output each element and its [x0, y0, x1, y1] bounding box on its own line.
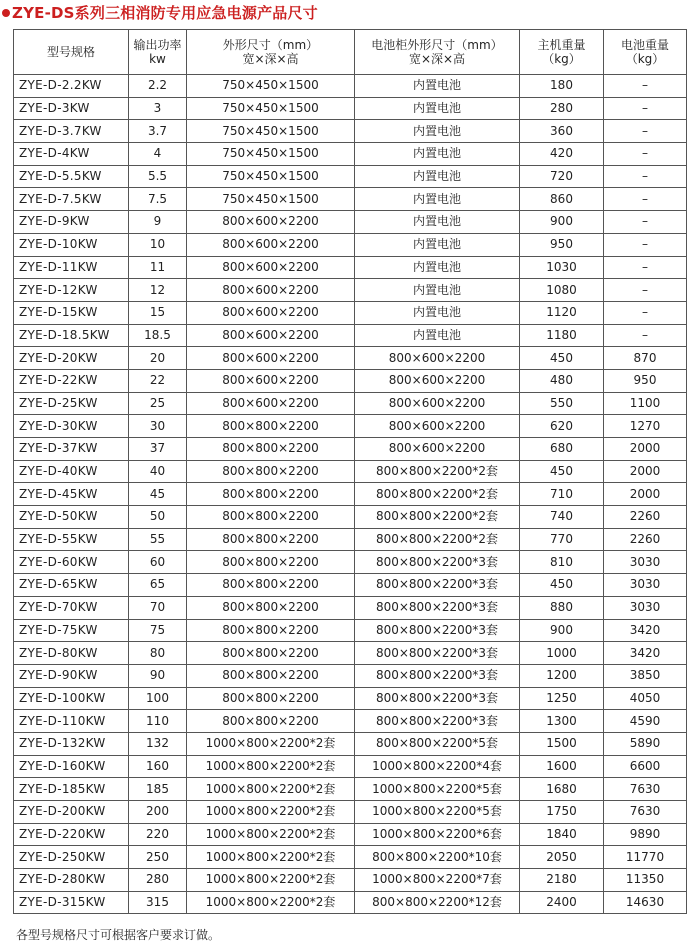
cell-battery-cabinet: 内置电池	[355, 256, 520, 279]
cell-battery-cabinet: 内置电池	[355, 324, 520, 347]
cell-host-weight: 420	[520, 143, 604, 166]
table-row	[14, 143, 687, 166]
cell-power: 3	[129, 97, 187, 120]
cell-battery-cabinet: 1000×800×2200*5套	[355, 778, 520, 801]
cell-host-weight: 1120	[520, 301, 604, 324]
cell-power: 22	[129, 369, 187, 392]
table-row	[14, 823, 687, 846]
cell-power: 80	[129, 642, 187, 665]
cell-power: 280	[129, 869, 187, 892]
cell-dimensions: 800×600×2200	[187, 233, 355, 256]
cell-dimensions: 800×800×2200	[187, 551, 355, 574]
cell-power: 37	[129, 438, 187, 461]
cell-dimensions: 800×800×2200	[187, 687, 355, 710]
cell-battery-weight: –	[604, 165, 687, 188]
cell-battery-cabinet: 1000×800×2200*6套	[355, 823, 520, 846]
cell-battery-weight: 2000	[604, 460, 687, 483]
cell-battery-cabinet: 800×800×2200*10套	[355, 846, 520, 869]
cell-model: ZYE-D-100KW	[14, 687, 129, 710]
cell-dimensions: 800×600×2200	[187, 211, 355, 234]
cell-battery-weight: 870	[604, 347, 687, 370]
cell-host-weight: 1250	[520, 687, 604, 710]
cell-dimensions: 800×800×2200	[187, 528, 355, 551]
cell-dimensions: 800×800×2200	[187, 415, 355, 438]
cell-power: 11	[129, 256, 187, 279]
cell-model: ZYE-D-15KW	[14, 301, 129, 324]
cell-host-weight: 950	[520, 233, 604, 256]
table-row	[14, 392, 687, 415]
cell-dimensions: 800×800×2200	[187, 460, 355, 483]
cell-power: 10	[129, 233, 187, 256]
table-row	[14, 869, 687, 892]
table-row	[14, 801, 687, 824]
cell-model: ZYE-D-30KW	[14, 415, 129, 438]
cell-power: 65	[129, 574, 187, 597]
cell-dimensions: 800×800×2200	[187, 642, 355, 665]
cell-power: 3.7	[129, 120, 187, 143]
table-row	[14, 755, 687, 778]
table-row	[14, 438, 687, 461]
table-row	[14, 642, 687, 665]
cell-power: 200	[129, 801, 187, 824]
cell-battery-cabinet: 1000×800×2200*4套	[355, 755, 520, 778]
cell-battery-weight: 2000	[604, 483, 687, 506]
cell-battery-cabinet: 800×800×2200*3套	[355, 642, 520, 665]
bullet-dot-icon	[2, 9, 10, 17]
cell-battery-weight: 2260	[604, 528, 687, 551]
cell-model: ZYE-D-110KW	[14, 710, 129, 733]
cell-battery-cabinet: 内置电池	[355, 211, 520, 234]
cell-dimensions: 750×450×1500	[187, 188, 355, 211]
cell-battery-cabinet: 800×800×2200*3套	[355, 574, 520, 597]
cell-battery-cabinet: 800×800×2200*3套	[355, 551, 520, 574]
cell-model: ZYE-D-5.5KW	[14, 165, 129, 188]
cell-dimensions: 800×600×2200	[187, 392, 355, 415]
cell-power: 2.2	[129, 75, 187, 98]
cell-dimensions: 1000×800×2200*2套	[187, 869, 355, 892]
cell-host-weight: 860	[520, 188, 604, 211]
page-title-text: ZYE-DS系列三相消防专用应急电源产品尺寸	[12, 4, 318, 22]
cell-power: 315	[129, 891, 187, 914]
table-row	[14, 233, 687, 256]
cell-dimensions: 1000×800×2200*2套	[187, 732, 355, 755]
cell-battery-weight: –	[604, 188, 687, 211]
cell-battery-weight: 3030	[604, 596, 687, 619]
cell-dimensions: 800×600×2200	[187, 324, 355, 347]
cell-power: 5.5	[129, 165, 187, 188]
header-battery-weight: 电池重量 （kg）	[604, 30, 687, 75]
cell-dimensions: 800×800×2200	[187, 596, 355, 619]
cell-power: 20	[129, 347, 187, 370]
table-row	[14, 506, 687, 529]
cell-host-weight: 2180	[520, 869, 604, 892]
cell-dimensions: 800×800×2200	[187, 574, 355, 597]
cell-model: ZYE-D-220KW	[14, 823, 129, 846]
cell-model: ZYE-D-10KW	[14, 233, 129, 256]
cell-power: 40	[129, 460, 187, 483]
cell-host-weight: 550	[520, 392, 604, 415]
cell-power: 75	[129, 619, 187, 642]
cell-model: ZYE-D-80KW	[14, 642, 129, 665]
table-row	[14, 279, 687, 302]
cell-dimensions: 800×800×2200	[187, 483, 355, 506]
cell-model: ZYE-D-75KW	[14, 619, 129, 642]
cell-model: ZYE-D-50KW	[14, 506, 129, 529]
cell-battery-cabinet: 800×600×2200	[355, 415, 520, 438]
cell-battery-weight: 3850	[604, 664, 687, 687]
cell-power: 250	[129, 846, 187, 869]
cell-power: 7.5	[129, 188, 187, 211]
cell-battery-cabinet: 800×800×2200*2套	[355, 506, 520, 529]
cell-dimensions: 1000×800×2200*2套	[187, 846, 355, 869]
cell-battery-weight: 14630	[604, 891, 687, 914]
header-battery-cabinet-dimensions: 电池柜外形尺寸（mm） 宽×深×高	[355, 30, 520, 75]
cell-battery-cabinet: 800×600×2200	[355, 347, 520, 370]
cell-host-weight: 720	[520, 165, 604, 188]
cell-power: 185	[129, 778, 187, 801]
cell-dimensions: 1000×800×2200*2套	[187, 801, 355, 824]
cell-dimensions: 800×600×2200	[187, 256, 355, 279]
cell-battery-weight: 3030	[604, 551, 687, 574]
cell-battery-weight: –	[604, 75, 687, 98]
cell-model: ZYE-D-160KW	[14, 755, 129, 778]
table-row	[14, 415, 687, 438]
table-row	[14, 256, 687, 279]
cell-battery-weight: 3030	[604, 574, 687, 597]
cell-power: 50	[129, 506, 187, 529]
cell-battery-weight: 950	[604, 369, 687, 392]
cell-battery-cabinet: 800×800×2200*12套	[355, 891, 520, 914]
cell-model: ZYE-D-25KW	[14, 392, 129, 415]
cell-battery-cabinet: 800×600×2200	[355, 369, 520, 392]
table-row	[14, 574, 687, 597]
cell-battery-weight: –	[604, 301, 687, 324]
cell-battery-weight: 9890	[604, 823, 687, 846]
cell-model: ZYE-D-40KW	[14, 460, 129, 483]
cell-host-weight: 1750	[520, 801, 604, 824]
cell-dimensions: 800×600×2200	[187, 301, 355, 324]
cell-battery-cabinet: 800×800×2200*3套	[355, 710, 520, 733]
cell-host-weight: 480	[520, 369, 604, 392]
cell-power: 15	[129, 301, 187, 324]
cell-battery-weight: 2000	[604, 438, 687, 461]
cell-battery-cabinet: 800×800×2200*2套	[355, 483, 520, 506]
cell-power: 30	[129, 415, 187, 438]
cell-battery-weight: 4590	[604, 710, 687, 733]
cell-battery-cabinet: 内置电池	[355, 75, 520, 98]
cell-host-weight: 620	[520, 415, 604, 438]
cell-battery-cabinet: 1000×800×2200*7套	[355, 869, 520, 892]
cell-host-weight: 360	[520, 120, 604, 143]
cell-model: ZYE-D-3.7KW	[14, 120, 129, 143]
cell-host-weight: 710	[520, 483, 604, 506]
cell-battery-cabinet: 800×800×2200*3套	[355, 664, 520, 687]
table-row	[14, 664, 687, 687]
cell-model: ZYE-D-90KW	[14, 664, 129, 687]
header-dimensions: 外形尺寸（mm） 宽×深×高	[187, 30, 355, 75]
table-row	[14, 460, 687, 483]
table-row	[14, 120, 687, 143]
cell-battery-weight: 11770	[604, 846, 687, 869]
cell-model: ZYE-D-45KW	[14, 483, 129, 506]
cell-battery-cabinet: 800×600×2200	[355, 438, 520, 461]
cell-battery-cabinet: 1000×800×2200*5套	[355, 801, 520, 824]
cell-battery-weight: –	[604, 233, 687, 256]
cell-host-weight: 1600	[520, 755, 604, 778]
cell-battery-weight: 4050	[604, 687, 687, 710]
cell-dimensions: 1000×800×2200*2套	[187, 778, 355, 801]
cell-host-weight: 1000	[520, 642, 604, 665]
table-row	[14, 687, 687, 710]
cell-dimensions: 750×450×1500	[187, 165, 355, 188]
table-body	[14, 75, 687, 914]
cell-battery-weight: 11350	[604, 869, 687, 892]
cell-battery-weight: 1270	[604, 415, 687, 438]
cell-model: ZYE-D-315KW	[14, 891, 129, 914]
cell-dimensions: 800×600×2200	[187, 279, 355, 302]
cell-model: ZYE-D-185KW	[14, 778, 129, 801]
cell-battery-cabinet: 内置电池	[355, 279, 520, 302]
footnote: 各型号规格尺寸可根据客户要求订做。	[16, 928, 221, 942]
cell-battery-weight: –	[604, 143, 687, 166]
cell-power: 18.5	[129, 324, 187, 347]
cell-battery-weight: –	[604, 211, 687, 234]
cell-model: ZYE-D-55KW	[14, 528, 129, 551]
table-row	[14, 778, 687, 801]
table-row	[14, 324, 687, 347]
cell-model: ZYE-D-22KW	[14, 369, 129, 392]
cell-battery-weight: –	[604, 256, 687, 279]
cell-host-weight: 1080	[520, 279, 604, 302]
cell-battery-cabinet: 内置电池	[355, 188, 520, 211]
cell-power: 160	[129, 755, 187, 778]
cell-host-weight: 450	[520, 460, 604, 483]
cell-model: ZYE-D-20KW	[14, 347, 129, 370]
cell-model: ZYE-D-7.5KW	[14, 188, 129, 211]
table-row	[14, 710, 687, 733]
cell-model: ZYE-D-200KW	[14, 801, 129, 824]
cell-dimensions: 750×450×1500	[187, 75, 355, 98]
cell-battery-weight: 3420	[604, 642, 687, 665]
cell-host-weight: 1680	[520, 778, 604, 801]
cell-battery-cabinet: 800×800×2200*2套	[355, 528, 520, 551]
cell-host-weight: 680	[520, 438, 604, 461]
cell-power: 9	[129, 211, 187, 234]
cell-battery-cabinet: 800×800×2200*3套	[355, 596, 520, 619]
cell-battery-cabinet: 内置电池	[355, 120, 520, 143]
cell-battery-cabinet: 800×800×2200*5套	[355, 732, 520, 755]
cell-model: ZYE-D-37KW	[14, 438, 129, 461]
cell-dimensions: 1000×800×2200*2套	[187, 891, 355, 914]
table-row	[14, 369, 687, 392]
cell-power: 60	[129, 551, 187, 574]
table-row	[14, 551, 687, 574]
header-model: 型号规格	[14, 30, 129, 75]
cell-power: 220	[129, 823, 187, 846]
cell-battery-cabinet: 800×800×2200*2套	[355, 460, 520, 483]
cell-host-weight: 2050	[520, 846, 604, 869]
cell-model: ZYE-D-3KW	[14, 97, 129, 120]
cell-host-weight: 1180	[520, 324, 604, 347]
table-row	[14, 891, 687, 914]
table-row	[14, 619, 687, 642]
table-header-row	[14, 30, 687, 75]
page-title	[2, 2, 318, 24]
cell-host-weight: 1200	[520, 664, 604, 687]
cell-power: 4	[129, 143, 187, 166]
cell-battery-weight: 5890	[604, 732, 687, 755]
cell-model: ZYE-D-4KW	[14, 143, 129, 166]
cell-model: ZYE-D-280KW	[14, 869, 129, 892]
table-row	[14, 188, 687, 211]
cell-host-weight: 770	[520, 528, 604, 551]
cell-dimensions: 1000×800×2200*2套	[187, 755, 355, 778]
table-row	[14, 483, 687, 506]
cell-model: ZYE-D-2.2KW	[14, 75, 129, 98]
header-host-weight: 主机重量 （kg）	[520, 30, 604, 75]
cell-dimensions: 800×800×2200	[187, 710, 355, 733]
cell-dimensions: 800×800×2200	[187, 438, 355, 461]
cell-host-weight: 1300	[520, 710, 604, 733]
cell-battery-cabinet: 800×800×2200*3套	[355, 619, 520, 642]
cell-dimensions: 800×800×2200	[187, 664, 355, 687]
table-row	[14, 347, 687, 370]
cell-battery-weight: 6600	[604, 755, 687, 778]
cell-host-weight: 740	[520, 506, 604, 529]
cell-battery-cabinet: 800×600×2200	[355, 392, 520, 415]
table-row	[14, 301, 687, 324]
cell-dimensions: 1000×800×2200*2套	[187, 823, 355, 846]
cell-power: 90	[129, 664, 187, 687]
cell-model: ZYE-D-11KW	[14, 256, 129, 279]
cell-dimensions: 750×450×1500	[187, 120, 355, 143]
cell-model: ZYE-D-70KW	[14, 596, 129, 619]
spec-table	[13, 29, 687, 914]
table-row	[14, 596, 687, 619]
cell-host-weight: 1840	[520, 823, 604, 846]
cell-host-weight: 880	[520, 596, 604, 619]
cell-battery-cabinet: 内置电池	[355, 143, 520, 166]
cell-model: ZYE-D-18.5KW	[14, 324, 129, 347]
cell-battery-weight: –	[604, 279, 687, 302]
cell-host-weight: 450	[520, 574, 604, 597]
table-row	[14, 75, 687, 98]
cell-dimensions: 750×450×1500	[187, 97, 355, 120]
cell-power: 70	[129, 596, 187, 619]
cell-host-weight: 450	[520, 347, 604, 370]
table-row	[14, 846, 687, 869]
cell-model: ZYE-D-250KW	[14, 846, 129, 869]
cell-host-weight: 1030	[520, 256, 604, 279]
cell-host-weight: 810	[520, 551, 604, 574]
cell-host-weight: 2400	[520, 891, 604, 914]
cell-battery-weight: 1100	[604, 392, 687, 415]
cell-model: ZYE-D-132KW	[14, 732, 129, 755]
table-row	[14, 165, 687, 188]
cell-battery-cabinet: 800×800×2200*3套	[355, 687, 520, 710]
cell-model: ZYE-D-60KW	[14, 551, 129, 574]
cell-power: 132	[129, 732, 187, 755]
cell-power: 55	[129, 528, 187, 551]
cell-model: ZYE-D-9KW	[14, 211, 129, 234]
cell-battery-weight: 2260	[604, 506, 687, 529]
cell-dimensions: 800×600×2200	[187, 369, 355, 392]
cell-battery-cabinet: 内置电池	[355, 301, 520, 324]
cell-model: ZYE-D-12KW	[14, 279, 129, 302]
cell-battery-cabinet: 内置电池	[355, 165, 520, 188]
table-row	[14, 732, 687, 755]
cell-dimensions: 750×450×1500	[187, 143, 355, 166]
cell-battery-weight: –	[604, 120, 687, 143]
cell-power: 45	[129, 483, 187, 506]
cell-host-weight: 900	[520, 619, 604, 642]
cell-power: 110	[129, 710, 187, 733]
cell-model: ZYE-D-65KW	[14, 574, 129, 597]
cell-battery-weight: –	[604, 324, 687, 347]
cell-battery-cabinet: 内置电池	[355, 97, 520, 120]
cell-host-weight: 280	[520, 97, 604, 120]
cell-battery-cabinet: 内置电池	[355, 233, 520, 256]
cell-battery-weight: –	[604, 97, 687, 120]
cell-dimensions: 800×600×2200	[187, 347, 355, 370]
cell-power: 100	[129, 687, 187, 710]
cell-dimensions: 800×800×2200	[187, 506, 355, 529]
table-row	[14, 528, 687, 551]
header-power: 输出功率 kw	[129, 30, 187, 75]
cell-battery-weight: 7630	[604, 801, 687, 824]
cell-battery-weight: 3420	[604, 619, 687, 642]
cell-dimensions: 800×800×2200	[187, 619, 355, 642]
cell-host-weight: 900	[520, 211, 604, 234]
cell-host-weight: 1500	[520, 732, 604, 755]
cell-battery-weight: 7630	[604, 778, 687, 801]
cell-power: 25	[129, 392, 187, 415]
table-row	[14, 97, 687, 120]
cell-power: 12	[129, 279, 187, 302]
cell-host-weight: 180	[520, 75, 604, 98]
table-row	[14, 211, 687, 234]
